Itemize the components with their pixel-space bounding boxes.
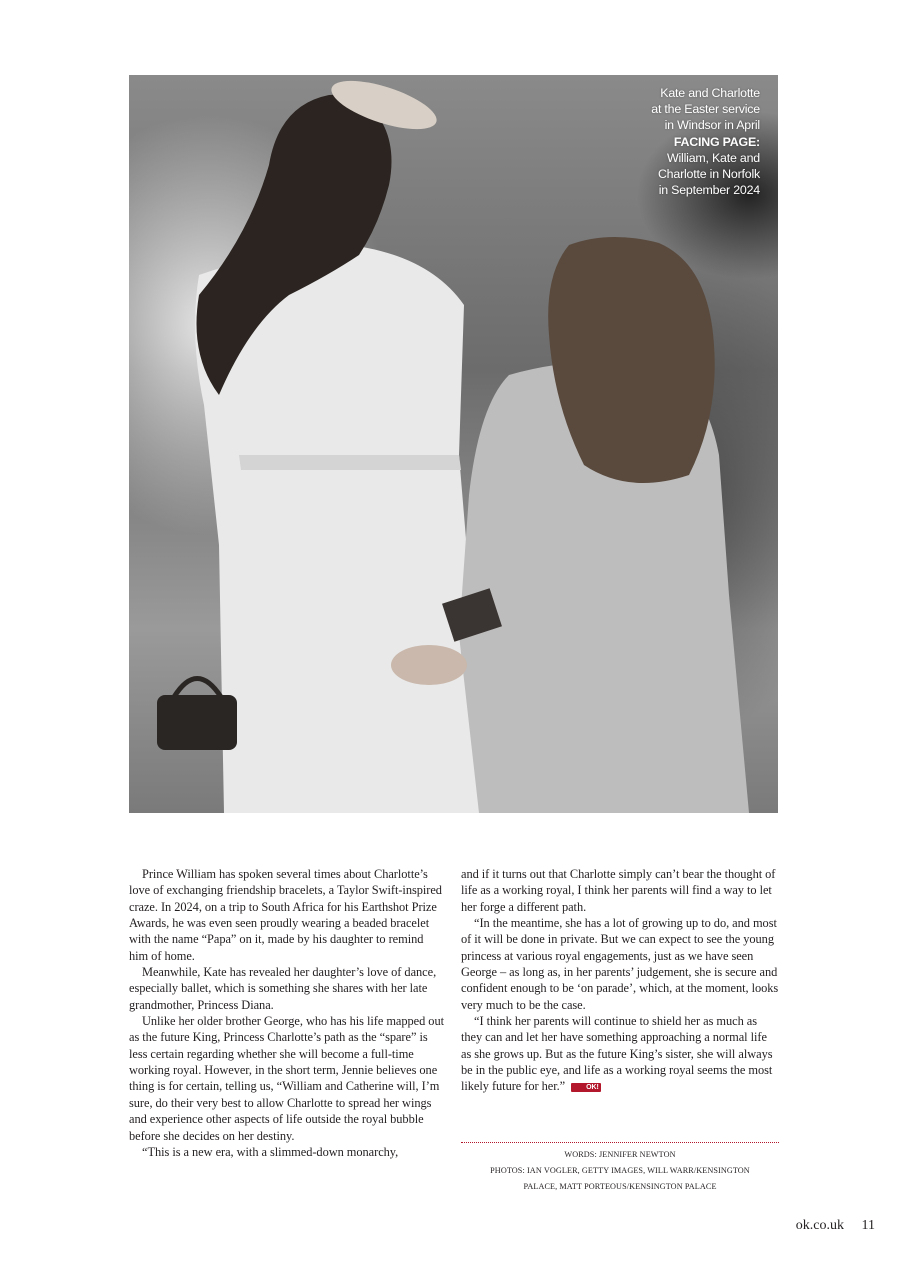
caption-line: Charlotte in Norfolk (657, 167, 760, 182)
caption-line: at the Easter service (651, 102, 760, 117)
caption-line: in Windsor in April (664, 118, 760, 133)
article-paragraph: Prince William has spoken several times about Charlotte’s love of exchanging friendship bracelets, a Taylor Swift-inspired craze. In 2024, on a trip to South Africa for his Earthshot Prize Awards, he was even seen proudly wearing a beaded bracelet with the name “Papa” on it, made by his daughter to remind him of home. (129, 867, 442, 963)
article-paragraph-final (461, 1013, 779, 1095)
article-final-text: “I think her parents will continue to shield her as much as they can and let her have something approaching a normal life as she grows up. But as the future King’s sister, she will always be in the public eye, and life as a working royal seems the most likely future for her.” (461, 1014, 773, 1094)
credit-photos-line: PALACE, MATT PORTEOUS/KENSINGTON PALACE (523, 1182, 717, 1191)
article-column-right (461, 866, 779, 1095)
article-column-left (129, 866, 445, 1160)
feature-photo (129, 75, 778, 813)
credits-divider (461, 1142, 779, 1143)
credit-words: WORDS: JENNIFER NEWTON (564, 1150, 676, 1159)
credit-photos-line: PHOTOS: IAN VOGLER, GETTY IMAGES, WILL WARR/KENSINGTON (490, 1166, 750, 1175)
caption-facing-page-label: FACING PAGE: (673, 134, 760, 149)
article-paragraph: Unlike her older brother George, who has his life mapped out as the future King, Princess Charlotte’s path as the “spare” is less certain regarding whether she will become a full-time working royal. However, in the short term, Jennie believes one thing is for certain, telling us, “William and Catherine will, I’m sure, do their very best to allow Charlotte to spread her wings and experience other aspects of life outside the royal bubble before she decides on her destiny. (129, 1014, 444, 1143)
site-url: ok.co.uk (795, 1218, 845, 1233)
page-footer (796, 1218, 875, 1234)
article-paragraph: Meanwhile, Kate has revealed her daughter’s love of dance, especially ballet, which is something she shares with her late grandmother, Princess Diana. (129, 965, 437, 1012)
ok-end-mark-icon: OK! (571, 1083, 601, 1092)
article-credits (461, 1147, 779, 1195)
article-paragraph: “In the meantime, she has a lot of growing up to do, and most of it will be done in private. But we can expect to see the young princess at various royal engagements, just as we have seen George – as long as, in her parents’ judgement, she is secure and confident enough to be ‘on parade’, which, at the moment, looks very much to be the case. (461, 916, 779, 1012)
caption-line: in September 2024 (658, 183, 760, 198)
photo-caption (610, 85, 760, 198)
article-paragraph: “This is a new era, with a slimmed-down monarchy, (142, 1144, 399, 1159)
caption-line: William, Kate and (666, 150, 760, 165)
article-paragraph: and if it turns out that Charlotte simply can’t bear the thought of life as a working royal, I think her parents will find a way to let her forge a different path. (461, 867, 776, 914)
caption-line: Kate and Charlotte (660, 86, 760, 100)
page-number: 11 (861, 1218, 875, 1233)
